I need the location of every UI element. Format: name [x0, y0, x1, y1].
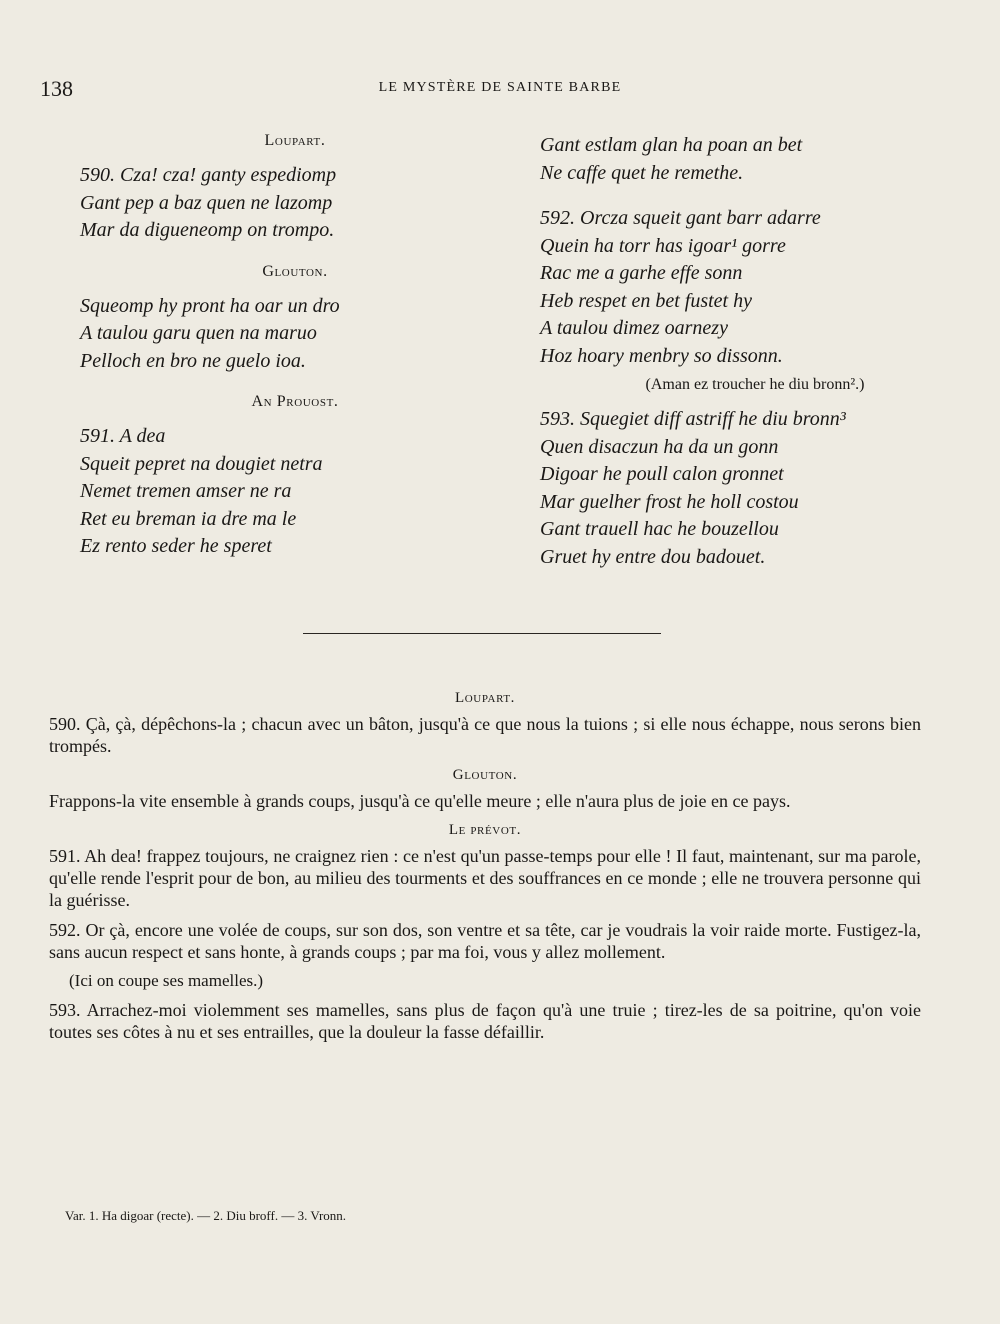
verse-line: Pelloch en bro ne guelo ioa. [80, 349, 306, 372]
speaker-loupart: Loupart. [454, 690, 516, 706]
verse-line: A taulou dimez oarnezy [540, 317, 728, 339]
verse-line: Rac me a garhe effe sonn [540, 262, 743, 284]
variant-readings-footnote: Var. 1. Ha digoar (recte). — 2. Diu broff. — 3. Vronn. [65, 1208, 347, 1223]
stanza-593 [540, 406, 970, 571]
stanza-591-continued [540, 132, 970, 187]
verse-line: Quen disaczun ha da un gonn [540, 435, 779, 458]
verse-line: Heb respet en bet fustet hy [540, 289, 752, 312]
verse-line: Mar guelher frost he holl costou [540, 490, 799, 513]
verse-line: Squeit pepret na dougiet netra [80, 452, 323, 475]
paragraph-590: 590. Çà, çà, dépêchons-la ; chacun avec un bâton, jusqu'à ce que nous la tuions ; si elle nous échappe, nous serons bien trompés. [49, 714, 921, 756]
verse-line: 590. Cza! cza! ganty espediomp [80, 164, 337, 186]
verse-line: 591. A dea [80, 425, 166, 447]
stanza-592 [540, 205, 970, 370]
verse-line: Gant estlam glan ha poan an bet [540, 134, 803, 156]
stage-direction: (Ici on coupe ses mamelles.) [69, 971, 264, 990]
paragraph-592: 592. Or çà, encore une volée de coups, sur son dos, son ventre et sa tête, car je voudrais la voir raide morte. Fustigez-la, sans aucun respect et sans honte, à grands coups ; par ma foi, vous y allez mollement. [49, 920, 921, 962]
section-divider [303, 633, 661, 634]
breton-text-right-column [540, 132, 970, 589]
stanza-591 [80, 423, 510, 561]
paragraph-593: 593. Arrachez-moi violemment ses mamelles, sans plus de façon qu'à une truie ; tirez-les de sa poitrine, qu'on voie toutes ses côtes à nu et ses entrailles, que la douleur la fasse défaillir. [49, 1000, 921, 1042]
verse-line: Squeomp hy pront ha oar un dro [80, 294, 340, 317]
french-translation [49, 680, 921, 1051]
page-number: 138 [40, 76, 73, 101]
speaker-prevot: Le prévot. [448, 822, 522, 838]
verse-line: A taulou garu quen na maruo [80, 322, 317, 344]
verse-line: Gant trauell hac he bouzellou [540, 518, 779, 540]
speaker-prouost: An Prouost. [251, 393, 339, 410]
paragraph-glouton: Frappons-la vite ensemble à grands coups, jusqu'à ce qu'elle meure ; elle n'aura plus de joie en ce pays. [49, 791, 791, 811]
verse-line: Ret eu breman ia dre ma le [80, 507, 297, 530]
verse-line: Ez rento seder he speret [80, 535, 272, 557]
verse-line: Nemet tremen amser ne ra [80, 480, 292, 502]
speaker-glouton: Glouton. [262, 262, 328, 280]
stanza-glouton [80, 293, 510, 376]
running-head: LE MYSTÈRE DE SAINTE BARBE [378, 80, 622, 95]
paragraph-591: 591. Ah dea! frappez toujours, ne craignez rien : ce n'est qu'un passe-temps pour elle ! Il faut, maintenant, sur ma parole, qu'elle rende l'esprit pour de bon, au milieu des tourments et des souffrances en ce monde ; elle ne trouvera personne qui la guérisse. [49, 846, 921, 910]
stage-direction: (Aman ez troucher he diu bronn².) [645, 376, 865, 393]
breton-text-left-column [80, 132, 510, 579]
stanza-590 [80, 162, 510, 245]
verse-line: Gant pep a baz quen ne lazomp [80, 191, 333, 214]
verse-line: Quein ha torr has igoar¹ gorre [540, 234, 786, 257]
verse-line: Ne caffe quet he remethe. [540, 161, 744, 184]
speaker-glouton: Glouton. [452, 767, 518, 783]
verse-line: Gruet hy entre dou badouet. [540, 545, 766, 568]
speaker-loupart: Loupart. [264, 132, 326, 149]
verse-line: 592. Orcza squeit gant barr adarre [540, 207, 821, 229]
verse-line: 593. Squegiet diff astriff he diu bronn³ [540, 408, 846, 430]
verse-line: Hoz hoary menbry so dissonn. [540, 344, 783, 367]
verse-line: Mar da digueneomp on trompo. [80, 219, 335, 241]
verse-line: Digoar he poull calon gronnet [540, 463, 784, 485]
